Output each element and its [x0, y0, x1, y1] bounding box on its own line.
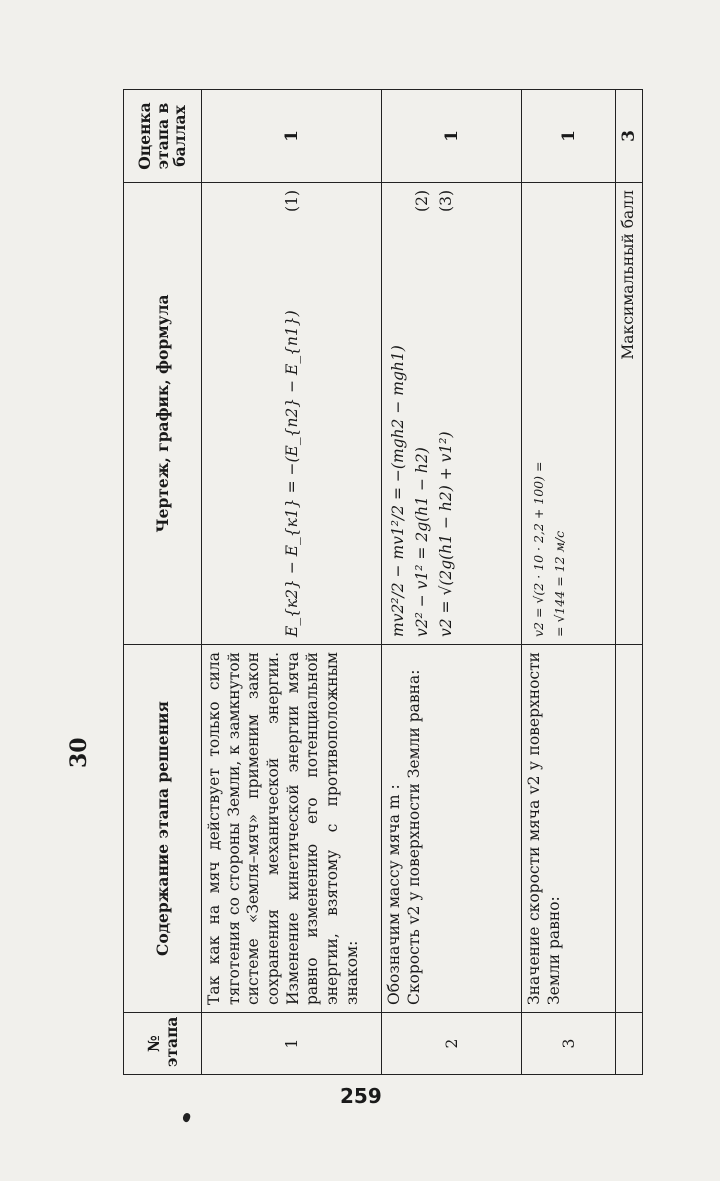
empty-cell — [616, 645, 643, 1013]
header-number: № этапа — [124, 1013, 202, 1075]
stage-formula — [522, 183, 616, 645]
stage-number: 3 — [522, 1013, 616, 1075]
header-content: Содержание этапа решения — [124, 645, 202, 1013]
formula-line — [531, 190, 546, 637]
stage-number: 2 — [382, 1013, 522, 1075]
formula-ref: (1) — [282, 190, 301, 212]
formula-ref: (2) — [413, 190, 431, 212]
formula-line — [437, 190, 455, 637]
formula-text: v2 = √(2g(h1 − h2) + v1²) — [437, 431, 455, 637]
empty-cell — [616, 1013, 643, 1075]
formula-line — [413, 190, 431, 637]
stage-score: 1 — [202, 90, 382, 183]
formula-ref: (3) — [437, 190, 455, 212]
stage-number: 1 — [202, 1013, 382, 1075]
stage-content-line: Скорость v2 у поверхности Земли равна: — [404, 669, 423, 1005]
solution-table-container — [123, 90, 641, 1075]
header-formula: Чертеж, график, формула — [124, 183, 202, 645]
stage-formula — [202, 183, 382, 645]
formula-energy — [283, 190, 301, 637]
table-row — [382, 90, 522, 1075]
formula-line — [552, 190, 567, 637]
table-row — [202, 90, 382, 1075]
formula-text: = √144 = 12 м/с — [552, 530, 567, 637]
solution-table — [123, 89, 643, 1075]
stage-formula — [382, 183, 522, 645]
formula-text: mv2²/2 − mv1²/2 = −(mgh2 − mgh1) — [389, 345, 407, 637]
formula-text: v2 = √(2 · 10 · 2,2 + 100) = — [531, 461, 546, 637]
page-number: 259 — [340, 1084, 382, 1108]
formula-energy-text: E_{к2} − E_{к1} = −(E_{п2} − E_{п1}) — [282, 310, 301, 637]
stage-score: 1 — [522, 90, 616, 183]
formula-text: v2² − v1² = 2g(h1 − h2) — [413, 447, 431, 637]
table-row — [522, 90, 616, 1075]
header-score: Оценка этапа в баллах — [124, 90, 202, 183]
max-label: Максимальный балл — [616, 183, 643, 645]
stage-content — [382, 645, 522, 1013]
max-score: 3 — [616, 90, 643, 183]
stage-content: Так как на мяч действует только сила тяготения со стороны Земли, к замкнутой системе «Земля–мяч» применим закон сохранения механической энергии. Изменение кинетической энергии мяча равно изменению его потенциальной энергии, взятому с противоположным знаком: — [202, 645, 382, 1013]
problem-number: 30 — [66, 737, 92, 768]
header-row — [124, 90, 202, 1075]
stage-content: Значение скорости мяча v2 у поверхности Земли равно: — [522, 645, 616, 1013]
formula-line — [389, 190, 407, 637]
stage-score: 1 — [382, 90, 522, 183]
stage-content-line: Обозначим массу мяча m : — [385, 784, 403, 1005]
ink-mark — [181, 1112, 191, 1123]
max-row — [616, 90, 643, 1075]
